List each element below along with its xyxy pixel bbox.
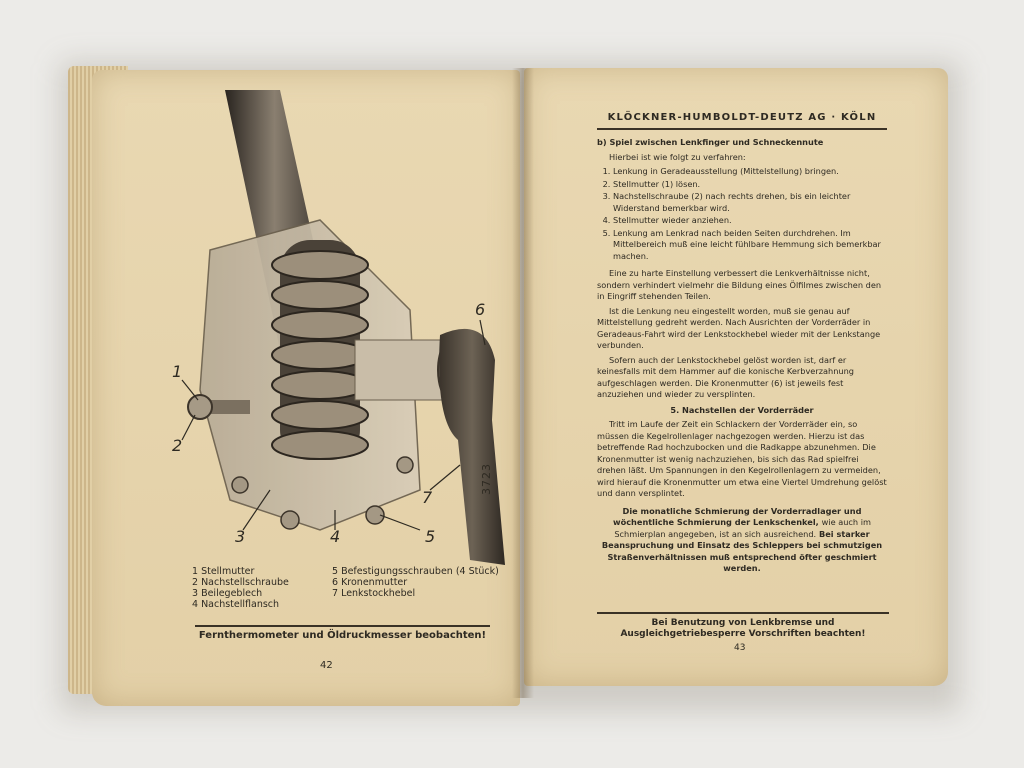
lubrication-note xyxy=(597,506,887,575)
paragraph: Eine zu harte Einstellung verbessert die Lenkverhältnisse nicht, sondern verhindert vielmehr die Bildung eines Ölfilmes zwischen den in Eingriff stehenden Teilen. xyxy=(597,268,882,301)
step-item: 5. Lenkung am Lenkrad nach beiden Seiten durchdrehen. Im Mittelbereich muß eine leicht fühlbare Hemmung sich bemerkbar machen. xyxy=(613,228,887,263)
callout-1: 1 xyxy=(172,362,183,381)
lubrication-normal: wie auch im Schmierplan angegeben, ist an sich ausreichend. xyxy=(614,517,871,539)
right-page-body xyxy=(597,137,887,578)
step-item: 3. Nachstellschraube (2) nach rechts drehen, bis ein leichter Widerstand bemerkbar wird. xyxy=(613,191,887,214)
left-page-number: 42 xyxy=(320,660,333,671)
right-footer-rule xyxy=(597,612,889,614)
steering-gear-illustration xyxy=(140,90,520,570)
left-footer-rule xyxy=(195,625,490,627)
callout-5: 5 xyxy=(425,527,436,546)
section-b-title: b) Spiel zwischen Lenkfinger und Schneckennute xyxy=(597,137,824,147)
running-header: KLÖCKNER-HUMBOLDT-DEUTZ AG · KÖLN xyxy=(607,112,877,123)
paragraph: Tritt im Laufe der Zeit ein Schlackern der Vorderräder ein, so müssen die Kegelrollenlager nachgezogen werden. Hierzu ist das betreffende Rad hochzubocken und die Radkappe abzunehmen. Die Kronenmutter ist wenig nachzuziehen, bis sich das Rad spielfrei drehen läßt. Um Spannungen in den Kegelrollenlagern zu vermeiden, wird hierauf die Kronenmutter um etwa eine Viertel Umdrehung gelöst und dann versplintet. xyxy=(597,419,887,498)
callout-2: 2 xyxy=(172,436,183,455)
figure-number: 3723 xyxy=(480,463,493,495)
lubrication-bold-1: Die monatliche Schmierung der Vorderradlager und wöchentliche Schmierung der Lenkschenkel, xyxy=(613,505,862,527)
step-item: 1. Lenkung in Geradeausstellung (Mittelstellung) bringen. xyxy=(613,166,887,178)
legend-item: 3 Beilegeblech xyxy=(192,588,263,599)
legend-item: 1 Stellmutter xyxy=(192,566,255,577)
paragraph: Sofern auch der Lenkstockhebel gelöst worden ist, darf er keinesfalls mit dem Hammer auf die konische Kerbverzahnung aufgeschlagen werden. Die Kronenmutter (6) ist jeweils fest anzuziehen und wieder zu versplinten. xyxy=(597,354,854,399)
callout-7: 7 xyxy=(422,488,433,507)
pitman-arm xyxy=(439,329,505,565)
section-5-title: 5. Nachstellen der Vorderräder xyxy=(670,404,814,415)
legend-item: 6 Kronenmutter xyxy=(332,577,408,588)
worm-gear xyxy=(272,240,368,460)
step-item: 2. Stellmutter (1) lösen. xyxy=(613,179,887,191)
legend-item: 4 Nachstellflansch xyxy=(192,599,280,610)
procedure-steps xyxy=(597,166,887,262)
right-page-number: 43 xyxy=(734,643,746,653)
intro-text: Hierbei ist wie folgt zu verfahren: xyxy=(609,151,746,162)
lubrication-bold-2: Bei starker Beanspruchung und Einsatz des Schleppers bei schmutzigen Straßenverhältnissen muß entsprechend öfter geschmiert werden. xyxy=(601,528,883,573)
callout-3: 3 xyxy=(235,527,246,546)
left-footer-warning: Fernthermometer und Öldruckmesser beobachten! xyxy=(198,630,487,641)
paragraph: Ist die Lenkung neu eingestellt worden, muß sie genau auf Mittelstellung gedreht werden. Nach Ausrichten der Vorderräder in Geradeaus-Fahrt wird der Lenkstockhebel wieder mit der Lenkstange verbunden. xyxy=(597,305,881,350)
legend-item: 2 Nachstellschraube xyxy=(192,577,289,588)
legend-item: 7 Lenkstockhebel xyxy=(332,588,416,599)
callout-4: 4 xyxy=(330,527,341,546)
right-footer-warning: Bei Benutzung von Lenkbremse und Ausgleichgetriebesperre Vorschriften beachten! xyxy=(620,618,866,639)
callout-6: 6 xyxy=(475,300,486,319)
legend-item: 5 Befestigungsschrauben (4 Stück) xyxy=(332,566,499,577)
step-item: 4. Stellmutter wieder anziehen. xyxy=(613,215,887,227)
header-rule xyxy=(597,128,887,130)
steering-gear-drawing xyxy=(140,90,520,570)
